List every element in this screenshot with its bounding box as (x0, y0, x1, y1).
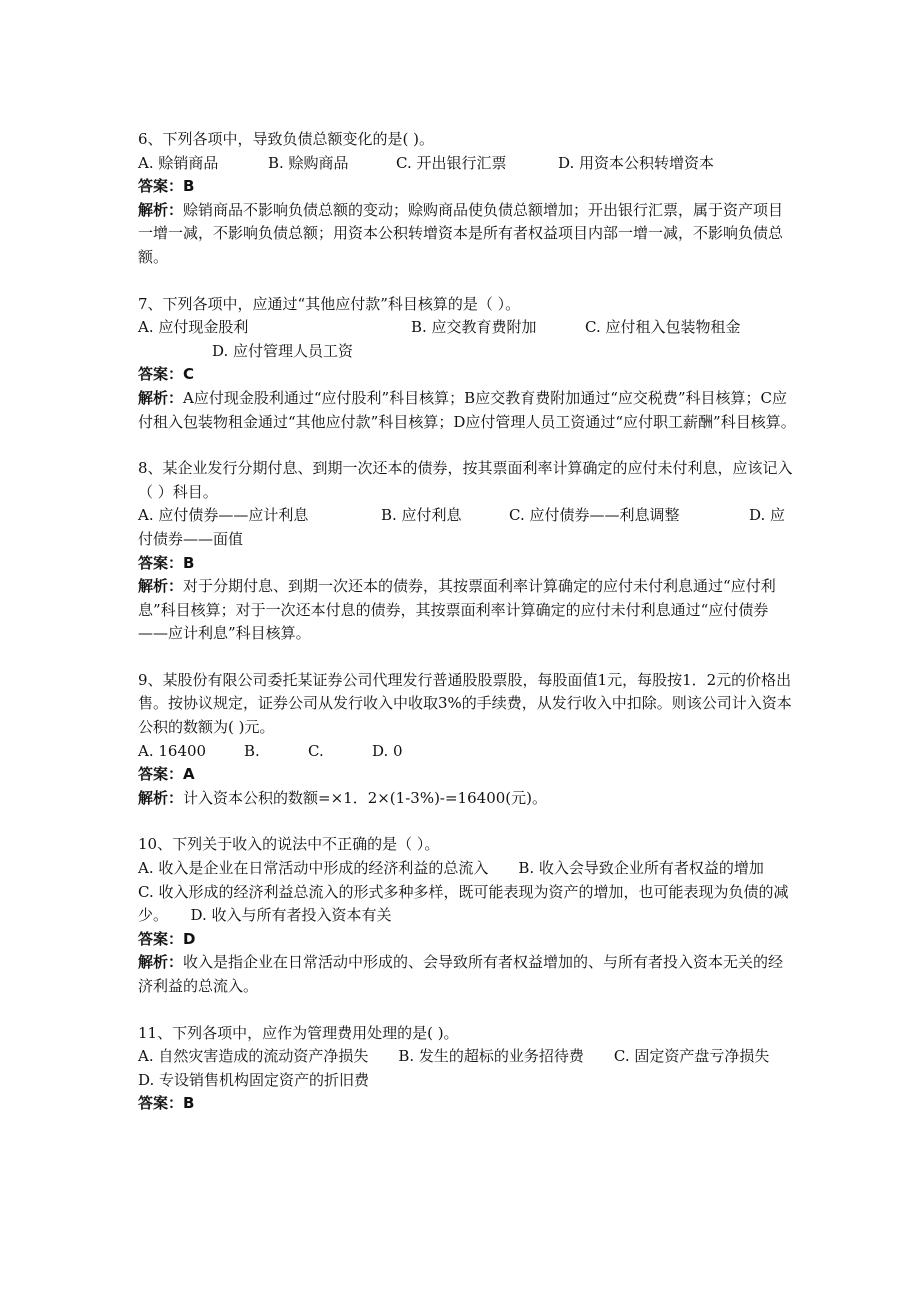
options-row (138, 504, 798, 551)
question-6 (138, 128, 798, 270)
analysis-label: 解析： (138, 200, 184, 219)
question-9 (138, 669, 798, 811)
question-7 (138, 293, 798, 435)
question-stem: 9、某股份有限公司委托某证券公司代理发行普通股股票股，每股面值1元，每股按1．2元的价格出售。按协议规定，证券公司从发行收入中收取3%的手续费，从发行收入中扣除。则该公司计入资本公积的数额为( )元。 (138, 670, 792, 737)
answer-line (138, 1092, 798, 1116)
option-d: D. 应付债券——面值 (138, 506, 786, 548)
answer-value: B (183, 177, 195, 196)
option-d: D. 用资本公积转增资本 (558, 153, 715, 172)
answer-line (138, 552, 798, 576)
answer-value: B (183, 553, 195, 572)
answer-line (138, 763, 798, 787)
answer-value: C (183, 365, 195, 384)
question-stem: 10、下列关于收入的说法中不正确的是（ ）。 (138, 835, 440, 854)
answer-value: A (183, 765, 195, 784)
option-b: B. 赊购商品 (268, 153, 349, 172)
answer-label: 答案： (138, 1094, 184, 1113)
answer-line (138, 175, 798, 199)
options-paragraph: A. 自然灾害造成的流动资产净损失 B. 发生的超标的业务招待费 C. 固定资产盘亏净损失 D. 专设销售机构固定资产的折旧费 (138, 1047, 800, 1089)
answer-label: 答案： (138, 553, 184, 572)
option-c: C. (308, 741, 324, 760)
option-d: D. 0 (372, 741, 403, 760)
question-10 (138, 833, 798, 998)
answer-label: 答案： (138, 765, 184, 784)
analysis-label: 解析： (138, 577, 184, 596)
options-row-2 (138, 340, 798, 364)
question-stem: 11、下列各项中，应作为管理费用处理的是( )。 (138, 1023, 459, 1042)
analysis-text: 收入是指企业在日常活动中形成的、会导致所有者权益增加的、与所有者投入资本无关的经济利益的总流入。 (138, 953, 784, 995)
answer-label: 答案： (138, 177, 184, 196)
option-d: D. 应付管理人员工资 (212, 341, 354, 360)
analysis-paragraph (138, 199, 798, 270)
option-b: B. (244, 741, 260, 760)
option-a: A. 16400 (138, 741, 207, 760)
question-stem: 8、某企业发行分期付息、到期一次还本的债券，按其票面利率计算确定的应付未付利息，应该记入（ ）科目。 (138, 459, 793, 501)
analysis-paragraph (138, 387, 798, 434)
question-stem: 7、下列各项中，应通过“其他应付款”科目核算的是（ ）。 (138, 294, 521, 313)
answer-line (138, 928, 798, 952)
answer-label: 答案： (138, 365, 184, 384)
question-11 (138, 1022, 798, 1116)
analysis-paragraph (138, 575, 798, 646)
options-row (138, 152, 798, 176)
question-8 (138, 457, 798, 646)
options-row (138, 316, 798, 340)
analysis-paragraph (138, 951, 798, 998)
analysis-text: A应付现金股利通过“应付股利”科目核算；B应交教育费附加通过“应交税费”科目核算；C应付租入包装物租金通过“其他应付款”科目核算；D应付管理人员工资通过“应付职工薪酬”科目核算。 (138, 388, 796, 431)
answer-label: 答案： (138, 929, 184, 948)
analysis-paragraph (138, 787, 798, 811)
analysis-label: 解析： (138, 788, 184, 807)
option-b: B. 应付利息 (381, 506, 462, 525)
options-row (138, 740, 798, 764)
option-a: A. 应付债券——应计利息 (138, 506, 309, 525)
question-stem: 6、下列各项中，导致负债总额变化的是( )。 (138, 130, 435, 148)
analysis-text: 计入资本公积的数额=×1．2×(1-3%)-=16400(元)。 (183, 788, 547, 807)
analysis-text: 赊销商品不影响负债总额的变动；赊购商品使负债总额增加；开出银行汇票，属于资产项目一增一减，不影响负债总额；用资本公积转增资本是所有者权益项目内部一增一减，不影响负债总额。 (138, 200, 784, 266)
option-a: A. 赊销商品 (138, 153, 219, 172)
document-page (138, 128, 798, 1139)
option-b: B. 应交教育费附加 (411, 318, 537, 337)
answer-line (138, 363, 798, 387)
option-a: A. 应付现金股利 (138, 318, 249, 337)
options-paragraph: A. 收入是企业在日常活动中形成的经济利益的总流入 B. 收入会导致企业所有者权益的增加 C. 收入形成的经济利益总流入的形式多种多样，既可能表现为资产的增加，也可能表现为负债的减少。 D. 收入与所有者投入资本有关 (138, 859, 794, 925)
answer-value: D (183, 929, 196, 948)
analysis-label: 解析： (138, 953, 184, 972)
option-c: C. 应付债券——利息调整 (509, 506, 680, 525)
option-c: C. 开出银行汇票 (396, 153, 507, 172)
option-c: C. 应付租入包装物租金 (585, 318, 741, 337)
analysis-text: 对于分期付息、到期一次还本的债券，其按票面利率计算确定的应付未付利息通过“应付利息”科目核算；对于一次还本付息的债券，其按票面利率计算确定的应付未付利息通过“应付债券——应计利息”科目核算。 (138, 577, 776, 643)
answer-value: B (183, 1094, 195, 1113)
analysis-label: 解析： (138, 388, 184, 407)
